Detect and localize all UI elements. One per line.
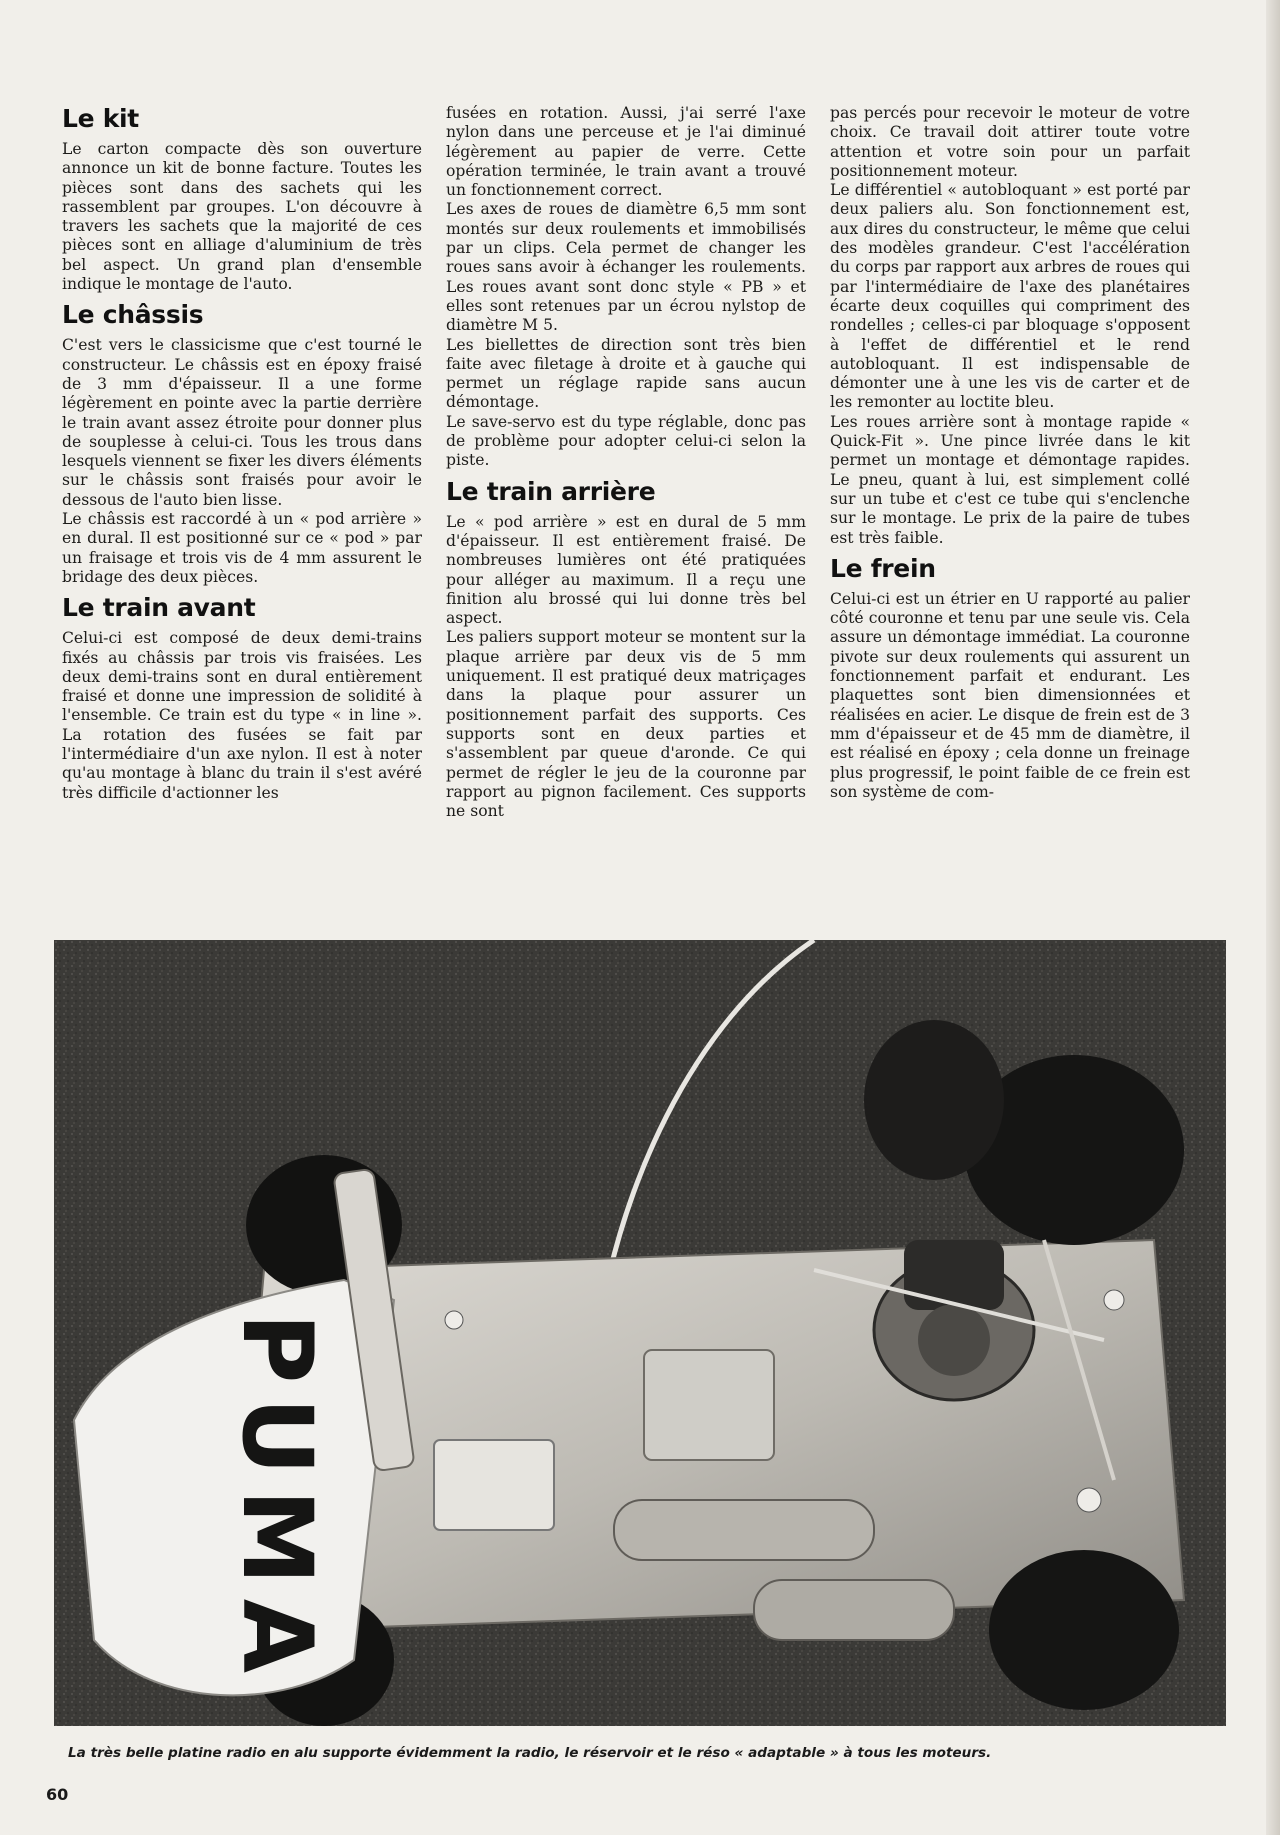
section-heading: Le train arrière [446, 476, 656, 506]
column-middle [446, 104, 806, 902]
paragraph: Le carton compacte dès son ouverture annonce un kit de bonne facture. Toutes les pièces sont dans des sachets qui les rassemblent par groupes. L'on découvre à travers les sachets que la majorité de ces pièces sont en alliage d'aluminium de très bel aspect. Un grand plan d'ensemble indique le montage de l'auto. [62, 140, 422, 294]
paragraph: Les axes de roues de diamètre 6,5 mm sont montés sur deux roulements et immobilisés par un clips. Cela permet de changer les roues sans avoir à échanger les roulements. Les roues avant sont donc style « PB » et elles sont retenues par un écrou nylstop de diamètre M 5. [446, 200, 806, 335]
paragraph: Le différentiel « autobloquant » est porté par deux paliers alu. Son fonctionnement est, aux dires du constructeur, le même que celui des modèles grandeur. C'est l'accélération du corps par rapport aux arbres de roues qui par l'intermédiaire de l'axe des planétaires écarte deux coquilles qui compriment des rondelles ; celles-ci par bloquage s'opposent à l'effet de différentiel et le rend autobloquant. Il est indispensable de démonter une à une les vis de carter et de les remonter au loctite bleu. [830, 181, 1190, 412]
paragraph: Les biellettes de direction sont très bien faite avec filetage à droite et à gauche qui permet un réglage rapide sans aucun démontage. [446, 335, 806, 412]
car-photo [54, 940, 1226, 1726]
paragraph: C'est vers le classicisme que c'est tourné le constructeur. Le châssis est en époxy fraisé de 3 mm d'épaisseur. Il a une forme légèrement en pointe avec la partie derrière le train avant assez étroite pour donner plus de souplesse à celui-ci. Tous les trous dans lesquels viennent se fixer les divers éléments sur le châssis sont fraisés pour avoir le dessous de l'auto bien lisse. [62, 336, 422, 509]
paragraph: Le châssis est raccordé à un « pod arrière » en dural. Il est positionné sur ce « pod » par un fraisage et trois vis de 4 mm assurent le bridage des deux pièces. [62, 510, 422, 586]
photo-caption: La très belle platine radio en alu supporte évidemment la radio, le réservoir et le réso « adaptable » à tous les moteurs. [68, 1745, 992, 1761]
car-photo-illustration [54, 940, 1226, 1726]
paragraph: pas percés pour recevoir le moteur de votre choix. Ce travail doit attirer toute votre attention et votre soin pour un parfait positionnement moteur. [830, 104, 1190, 180]
section-heading: Le train avant [62, 593, 256, 623]
paragraph: Celui-ci est composé de deux demi-trains fixés au châssis par trois vis fraisées. Les deux demi-trains sont en dural entièrement fraisé et donne une impression de solidité à l'ensemble. Ce train est du type « in line ». La rotation des fusées se fait par l'intermédiaire d'un axe nylon. Il est à noter qu'au montage à blanc du train il s'est avéré très difficile d'actionner les [62, 629, 422, 802]
column-right [830, 104, 1190, 902]
paragraph: Le save-servo est du type réglable, donc pas de problème pour adopter celui-ci selon la piste. [446, 412, 806, 470]
paragraph: Les paliers support moteur se montent sur la plaque arrière par deux vis de 5 mm uniquement. Il est pratiqué deux matriçages dans la plaque pour assurer un positionnement parfait des supports. Ces supports sont en deux parties et s'assemblent par queue d'aronde. Ce qui permet de régler le jeu de la couronne par rapport au pignon facilement. Ces supports ne sont [446, 628, 806, 821]
section-heading: Le kit [62, 104, 139, 133]
section-heading: Le frein [830, 553, 936, 583]
wing-lettering: PUMA [221, 1312, 333, 1688]
paragraph: Le « pod arrière » est en dural de 5 mm d'épaisseur. Il est entièrement fraisé. De nombreuses lumières ont été pratiquées pour alléger au maximum. Il a reçu une finition alu brossé qui lui donne très bel aspect. [446, 512, 806, 628]
column-left [62, 104, 422, 902]
article-columns [62, 104, 1190, 902]
page-edge [1266, 0, 1280, 1835]
paragraph: fusées en rotation. Aussi, j'ai serré l'axe nylon dans une perceuse et je l'ai diminué légèrement au papier de verre. Cette opération terminée, le train avant a trouvé un fonctionnement correct. [446, 104, 806, 200]
page-number: 60 [46, 1785, 69, 1804]
paragraph: Les roues arrière sont à montage rapide « Quick-Fit ». Une pince livrée dans le kit permet un montage et démontage rapides. Le pneu, quant à lui, est simplement collé sur un tube et c'est ce tube qui s'enclenche sur le montage. Le prix de la paire de tubes est très faible. [830, 412, 1190, 547]
section-heading: Le châssis [62, 300, 204, 330]
paragraph: Celui-ci est un étrier en U rapporté au palier côté couronne et tenu par une seule vis. Cela assure un démontage immédiat. La couronne pivote sur deux roulements qui assurent un fonctionnement parfait et endurant. Les plaquettes sont bien dimensionnées et réalisées en acier. Le disque de frein est de 3 mm d'épaisseur et de 45 mm de diamètre, il est réalisé en époxy ; cela donne un freinage plus progressif, le point faible de ce frein est son système de com- [830, 589, 1190, 801]
